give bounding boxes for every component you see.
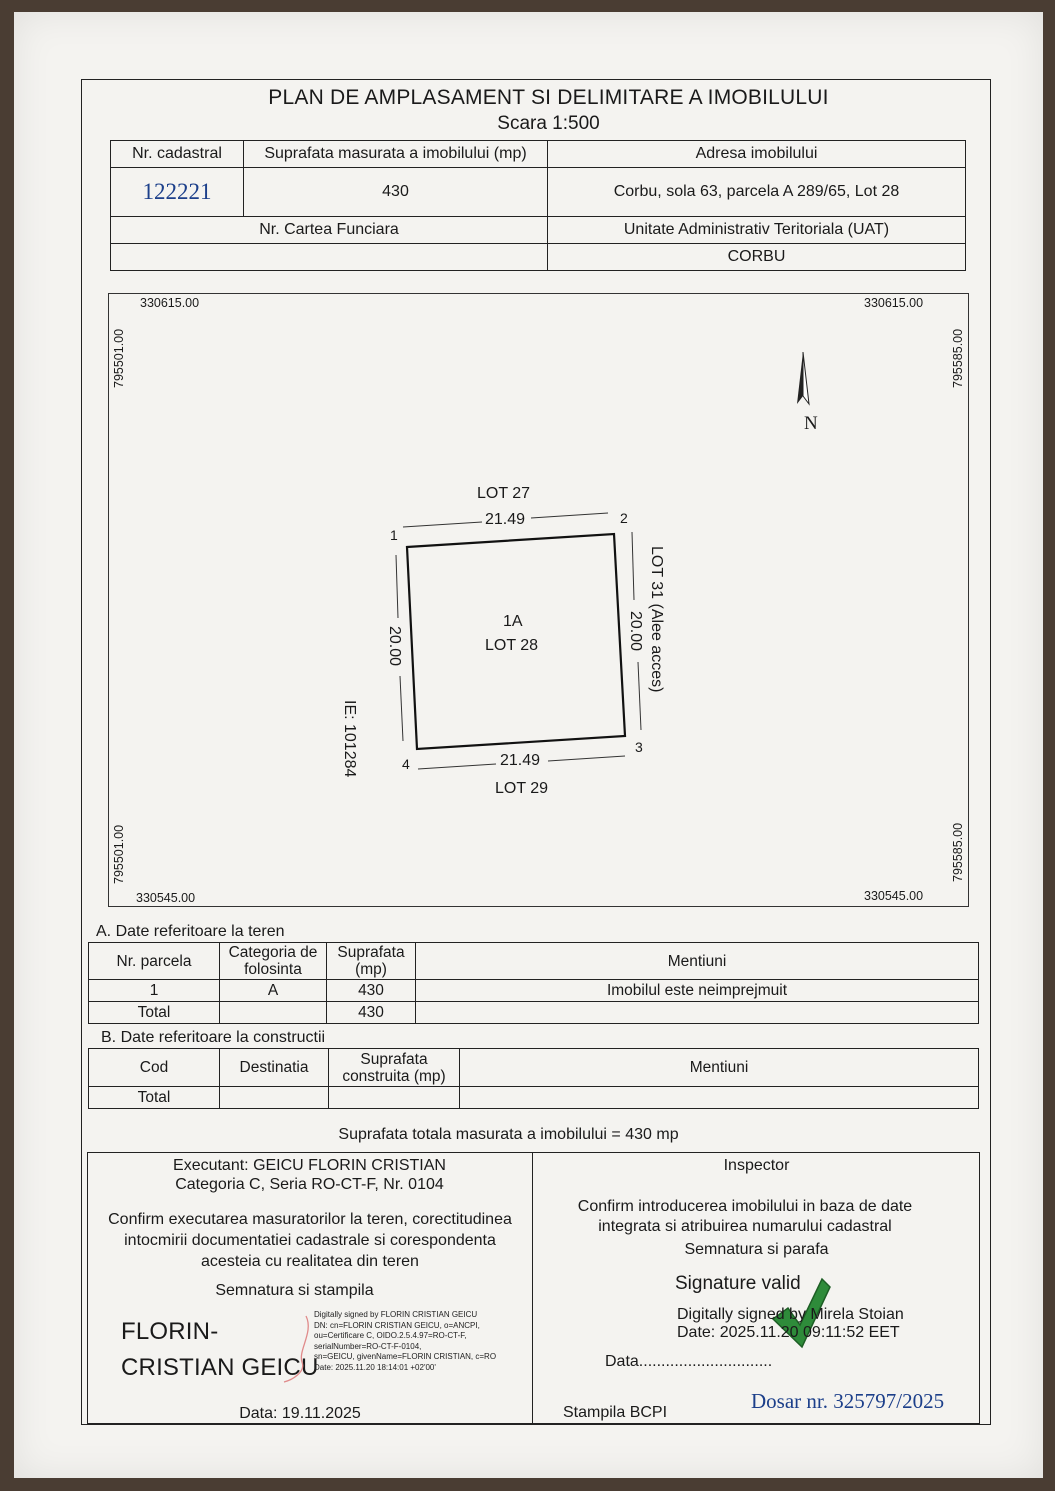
point-4: 4	[402, 756, 410, 772]
coord-left-top: 795501.00	[112, 328, 126, 388]
signed-by: Digitally signed by Mirela Stoian	[677, 1306, 904, 1323]
executant-date: Data: 19.11.2025	[239, 1405, 361, 1422]
col-destinatia: Destinatia	[220, 1049, 329, 1087]
page-title: PLAN DE AMPLASAMENT SI DELIMITARE A IMOBILULUI	[268, 86, 829, 109]
dosar-number: Dosar nr. 325797/2025	[751, 1389, 945, 1413]
digital-signature-block: Digitally signed by FLORIN CRISTIAN GEICU DN: cn=FLORIN CRISTIAN GEICU, o=ANCPI, ou=Certificare C, OIDO.2.5.4.97=RO-CT-F, serialNumber=RO-CT-F-0104, sn=GEICU, givenName=FLORIN CRISTIAN, c=RO Date: 2025.11.20 18:14:01 +02'00'	[314, 1310, 497, 1372]
coord-right-top: 795585.00	[951, 328, 965, 388]
cell-total-empty-b3	[460, 1087, 979, 1109]
cell-total-label-b: Total	[89, 1087, 220, 1109]
teren-table	[88, 942, 979, 1024]
uat-value: CORBU	[548, 244, 966, 271]
parcel-id: 1A	[503, 613, 523, 630]
executant-confirm: Confirm executarea masuratorilor la teren, corectitudinea intocmirii documentatiei cadastrale si corespondenta acesteia cu realitatea din teren	[108, 1211, 512, 1270]
section-a-heading: A. Date referitoare la teren	[96, 923, 285, 940]
cell-nr: 1	[89, 980, 220, 1002]
coord-top-left: 330615.00	[140, 296, 200, 310]
col-nr-cadastral: Nr. cadastral	[111, 141, 244, 168]
north-arrow-icon	[797, 352, 809, 404]
lot-left-label: IE: 101284	[341, 700, 358, 778]
uat-label: Unitate Administrativ Teritoriala (UAT)	[548, 217, 966, 244]
north-label: N	[804, 413, 818, 434]
cell-total-empty-a	[220, 1002, 327, 1024]
inspector-title: Inspector	[723, 1157, 790, 1174]
signature-scribble	[270, 1310, 320, 1390]
cell-categoria: A	[220, 980, 327, 1002]
coord-right-bottom: 795585.00	[951, 822, 965, 882]
cell-total-label-a: Total	[89, 1002, 220, 1024]
cell-suprafata: 430	[327, 980, 416, 1002]
point-2: 2	[620, 510, 628, 526]
coord-top-right: 330615.00	[864, 296, 924, 310]
col-categoria: Categoria de folosinta	[220, 943, 327, 980]
coord-bottom-left: 330545.00	[136, 891, 196, 905]
executant-name-line2: CRISTIAN GEICU	[121, 1354, 319, 1381]
lot-right-label: LOT 31 (Alee acces)	[648, 546, 665, 693]
inspector-confirm: Confirm introducerea imobilului in baza de date integrata si atribuirea numarului cadastral	[577, 1198, 913, 1235]
signed-date: Date: 2025.11.20 09:11:52 EET	[677, 1324, 900, 1341]
dim-right: 20.00	[627, 611, 644, 652]
signature-valid-label: Signature valid	[675, 1273, 801, 1294]
col-cod: Cod	[89, 1049, 220, 1087]
parcel-lot: LOT 28	[485, 637, 539, 654]
constructii-table	[88, 1048, 979, 1109]
suprafata-value: 430	[244, 168, 548, 217]
total-surface-line: Suprafata totala masurata a imobilului = 430 mp	[338, 1126, 679, 1143]
carte-funciara-label: Nr. Cartea Funciara	[111, 217, 548, 244]
inspector-sign-label: Semnatura si parafa	[684, 1241, 829, 1258]
col-suprafata: Suprafata masurata a imobilului (mp)	[244, 141, 548, 168]
cell-mentiuni: Imobilul este neimprejmuit	[416, 980, 979, 1002]
stampila-label: Stampila BCPI	[563, 1404, 668, 1421]
col-suprafata-b: Suprafata construita (mp)	[329, 1049, 460, 1087]
dim-bottom: 21.49	[500, 752, 541, 769]
executant-sign-label: Semnatura si stampila	[215, 1282, 374, 1299]
adresa-value: Corbu, sola 63, parcela A 289/65, Lot 28	[548, 168, 966, 217]
cell-total-value-a: 430	[327, 1002, 416, 1024]
col-suprafata-a: Suprafata (mp)	[327, 943, 416, 980]
dim-left: 20.00	[386, 626, 403, 667]
point-3: 3	[635, 739, 643, 755]
cell-total-empty-b1	[220, 1087, 329, 1109]
point-1: 1	[390, 527, 398, 543]
dim-top: 21.49	[485, 511, 526, 528]
col-nr-parcela: Nr. parcela	[89, 943, 220, 980]
col-adresa: Adresa imobilului	[548, 141, 966, 168]
col-mentiuni-a: Mentiuni	[416, 943, 979, 980]
section-b-heading: B. Date referitoare la constructii	[101, 1029, 326, 1046]
executant-line1: Executant: GEICU FLORIN CRISTIAN	[173, 1157, 446, 1174]
data-line: Data..............................	[605, 1353, 773, 1370]
col-mentiuni-b: Mentiuni	[460, 1049, 979, 1087]
cell-total-empty-b2	[329, 1087, 460, 1109]
lot-top-label: LOT 27	[477, 485, 531, 502]
scale-label: Scara 1:500	[497, 113, 600, 134]
coord-left-bottom: 795501.00	[112, 824, 126, 884]
coord-bottom-right: 330545.00	[864, 889, 924, 903]
cell-total-mentiuni-a	[416, 1002, 979, 1024]
executant-line2: Categoria C, Seria RO-CT-F, Nr. 0104	[175, 1176, 444, 1193]
signature-divider	[532, 1152, 533, 1424]
lot-bottom-label: LOT 29	[495, 780, 549, 797]
executant-name-line1: FLORIN-	[121, 1318, 219, 1345]
nr-cadastral-value: 122221	[111, 168, 244, 217]
